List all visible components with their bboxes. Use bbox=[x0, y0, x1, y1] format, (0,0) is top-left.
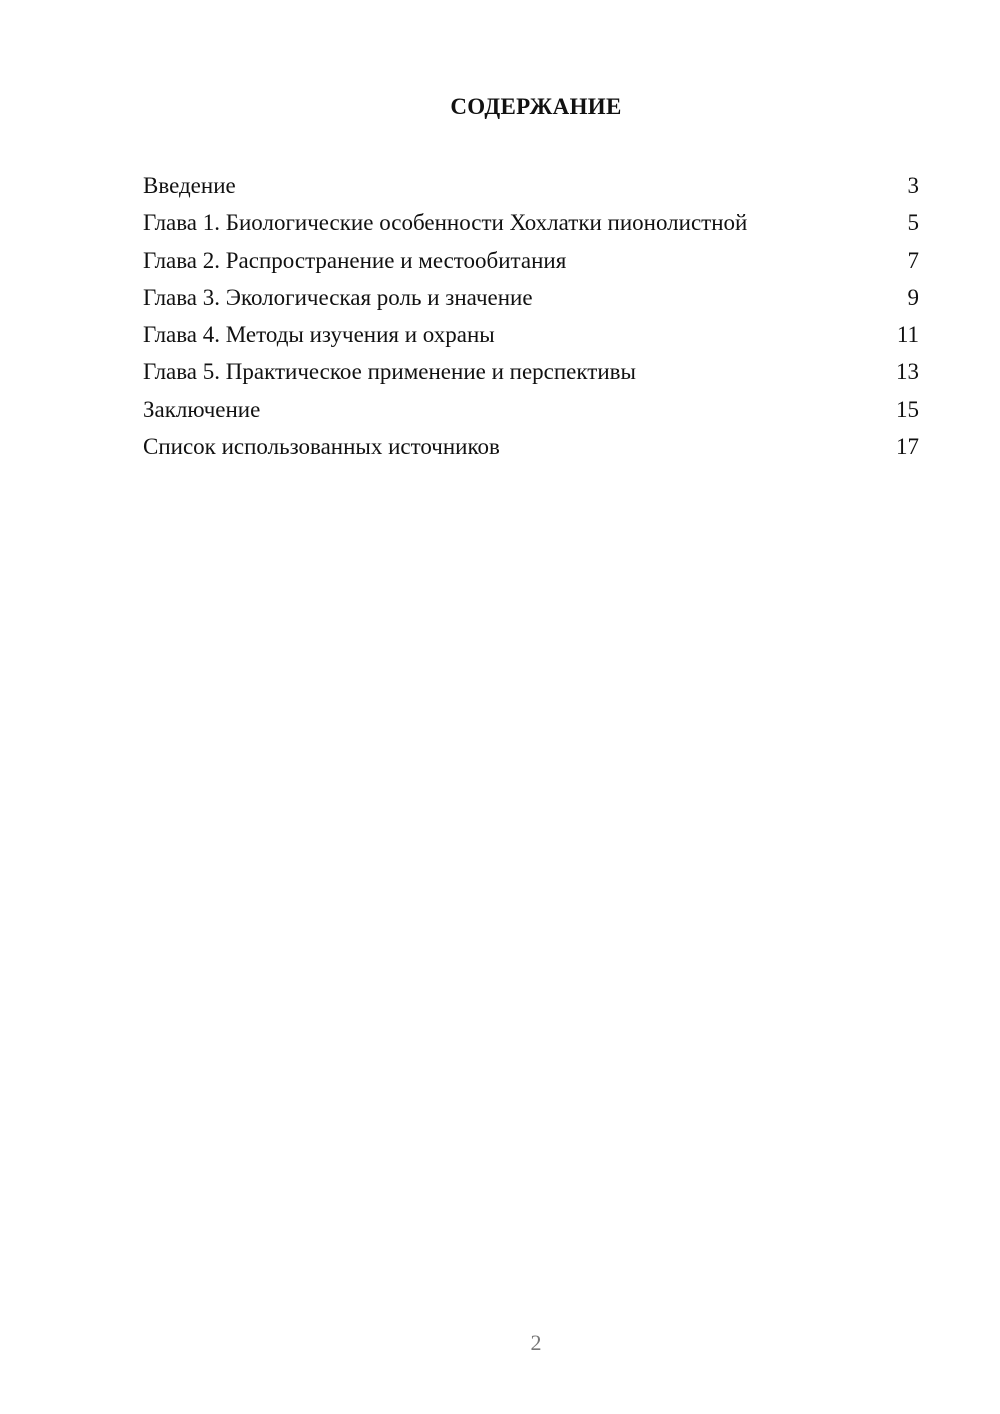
page-number: 2 bbox=[530, 1330, 542, 1355]
toc-entry-page: 5 bbox=[907, 210, 919, 236]
toc-entry-page: 11 bbox=[896, 322, 919, 348]
toc-entry-introduction bbox=[143, 167, 919, 204]
toc-entry-chapter-2 bbox=[143, 242, 919, 279]
toc-entry-page: 17 bbox=[896, 434, 919, 460]
toc-entry-label: Заключение bbox=[143, 396, 261, 422]
toc-entry-chapter-3 bbox=[143, 279, 919, 316]
toc-entry-label: Глава 1. Биологические особенности Хохлатки пионолистной bbox=[143, 210, 748, 236]
toc-entry-chapter-1 bbox=[143, 204, 919, 241]
toc-entry-label: Список использованных источников bbox=[143, 434, 500, 460]
toc-entry-label: Глава 3. Экологическая роль и значение bbox=[143, 284, 533, 310]
toc-entry-chapter-5 bbox=[143, 353, 919, 390]
toc-entry-label: Глава 2. Распространение и местообитания bbox=[143, 247, 567, 273]
toc-entry-chapter-4 bbox=[143, 316, 919, 353]
table-of-contents bbox=[143, 167, 919, 465]
toc-entry-references bbox=[143, 428, 919, 465]
toc-entry-label: Глава 4. Методы изучения и охраны bbox=[143, 322, 495, 348]
toc-entry-page: 3 bbox=[907, 173, 919, 198]
toc-entry-page: 13 bbox=[896, 359, 919, 385]
toc-entry-conclusion bbox=[143, 391, 919, 428]
toc-entry-label: Введение bbox=[143, 173, 236, 198]
toc-entry-page: 7 bbox=[907, 247, 919, 273]
page-title: СОДЕРЖАНИЕ bbox=[450, 94, 622, 119]
toc-entry-page: 9 bbox=[907, 284, 919, 310]
toc-entry-label: Глава 5. Практическое применение и перспективы bbox=[143, 359, 636, 385]
toc-entry-page: 15 bbox=[896, 396, 919, 422]
